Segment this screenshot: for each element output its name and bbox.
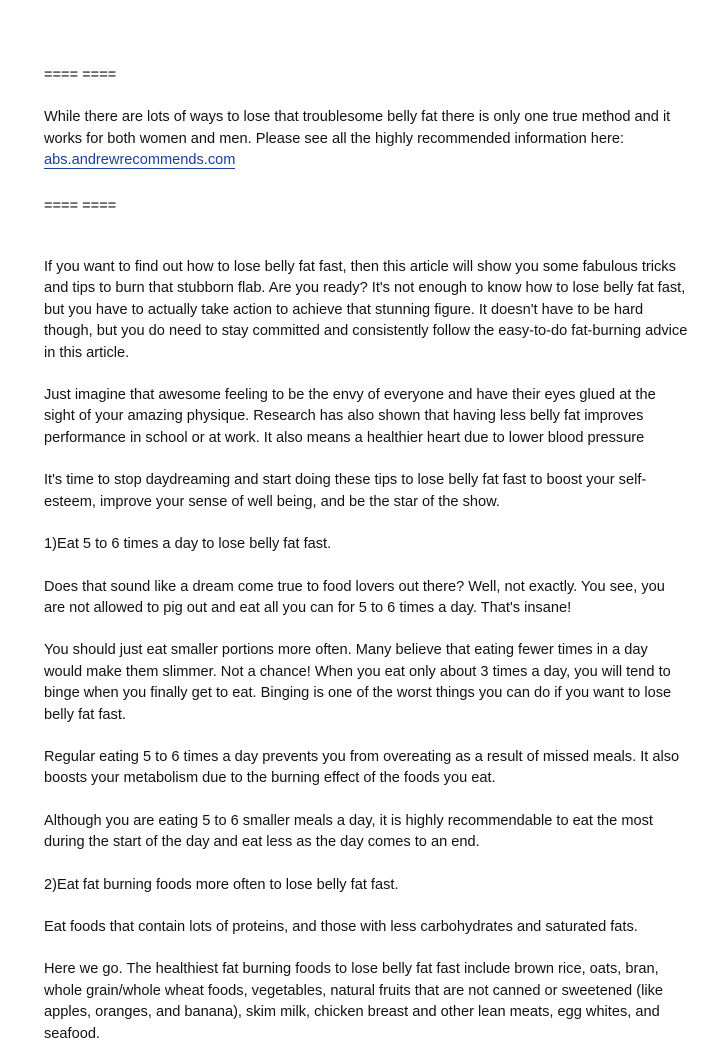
intro-paragraph <box>44 107 688 171</box>
separator-top: ==== ==== <box>44 67 117 83</box>
section-heading: 2)Eat fat burning foods more often to lose belly fat fast. <box>44 876 399 893</box>
body-paragraph: Here we go. The healthiest fat burning foods to lose belly fat fast include brown rice, oats, bran, whole grain/whole wheat foods, vegetables, natural fruits that are not canned or sweetened (like apples, oranges, and banana), skim milk, chicken breast and other lean meats, egg whites, and seafood. <box>44 961 663 1042</box>
body-paragraph: Although you are eating 5 to 6 smaller meals a day, it is highly recommendable to eat the most during the start of the day and eat less as the day comes to an end. <box>44 812 653 851</box>
section-heading: 1)Eat 5 to 6 times a day to lose belly fat fast. <box>44 536 332 553</box>
intro-text: While there are lots of ways to lose that troublesome belly fat there is only one true method and it works for both women and men. Please see all the highly recommended information here: <box>44 109 671 147</box>
body-paragraph: You should just eat smaller portions more often. Many believe that eating fewer times in a day would make them slimmer. Not a chance! When you eat only about 3 times a day, you will tend to binge when you finally get to eat. Binging is one of the worst things you can do if you want to lose belly fat fast. <box>44 642 672 723</box>
separator-bottom: ==== ==== <box>44 197 117 214</box>
recommendation-link[interactable]: abs.andrewrecommends.com <box>44 152 236 169</box>
body-paragraph: Eat foods that contain lots of proteins, and those with less carbohydrates and saturated fats. <box>44 918 638 935</box>
body-paragraph: It's time to stop daydreaming and start doing these tips to lose belly fat fast to boost your self-esteem, improve your sense of well being, and be the star of the show. <box>44 472 647 510</box>
body-paragraph: Does that sound like a dream come true to food lovers out there? Well, not exactly. You see, you are not allowed to pig out and eat all you can for 5 to 6 times a day. That's insane! <box>44 578 665 616</box>
body-paragraph: If you want to find out how to lose belly fat fast, then this article will show you some fabulous tricks and tips to burn that stubborn flab. Are you ready? It's not enough to know how to lose belly fat fast, but you have to actually take action to achieve that stunning figure. It doesn't have to be hard though, but you do need to stay committed and consistently follow the easy-to-do fat-burning advice in this article. <box>44 259 688 361</box>
body-paragraph: Just imagine that awesome feeling to be the envy of everyone and have their eyes glued at the sight of your amazing physique. Research has also shown that having less belly fat improves performance in school or at work. It also means a healthier heart due to lower blood pressure <box>44 387 656 446</box>
body-paragraph: Regular eating 5 to 6 times a day prevents you from overeating as a result of missed meals. It also boosts your metabolism due to the burning effect of the foods you eat. <box>44 748 680 787</box>
